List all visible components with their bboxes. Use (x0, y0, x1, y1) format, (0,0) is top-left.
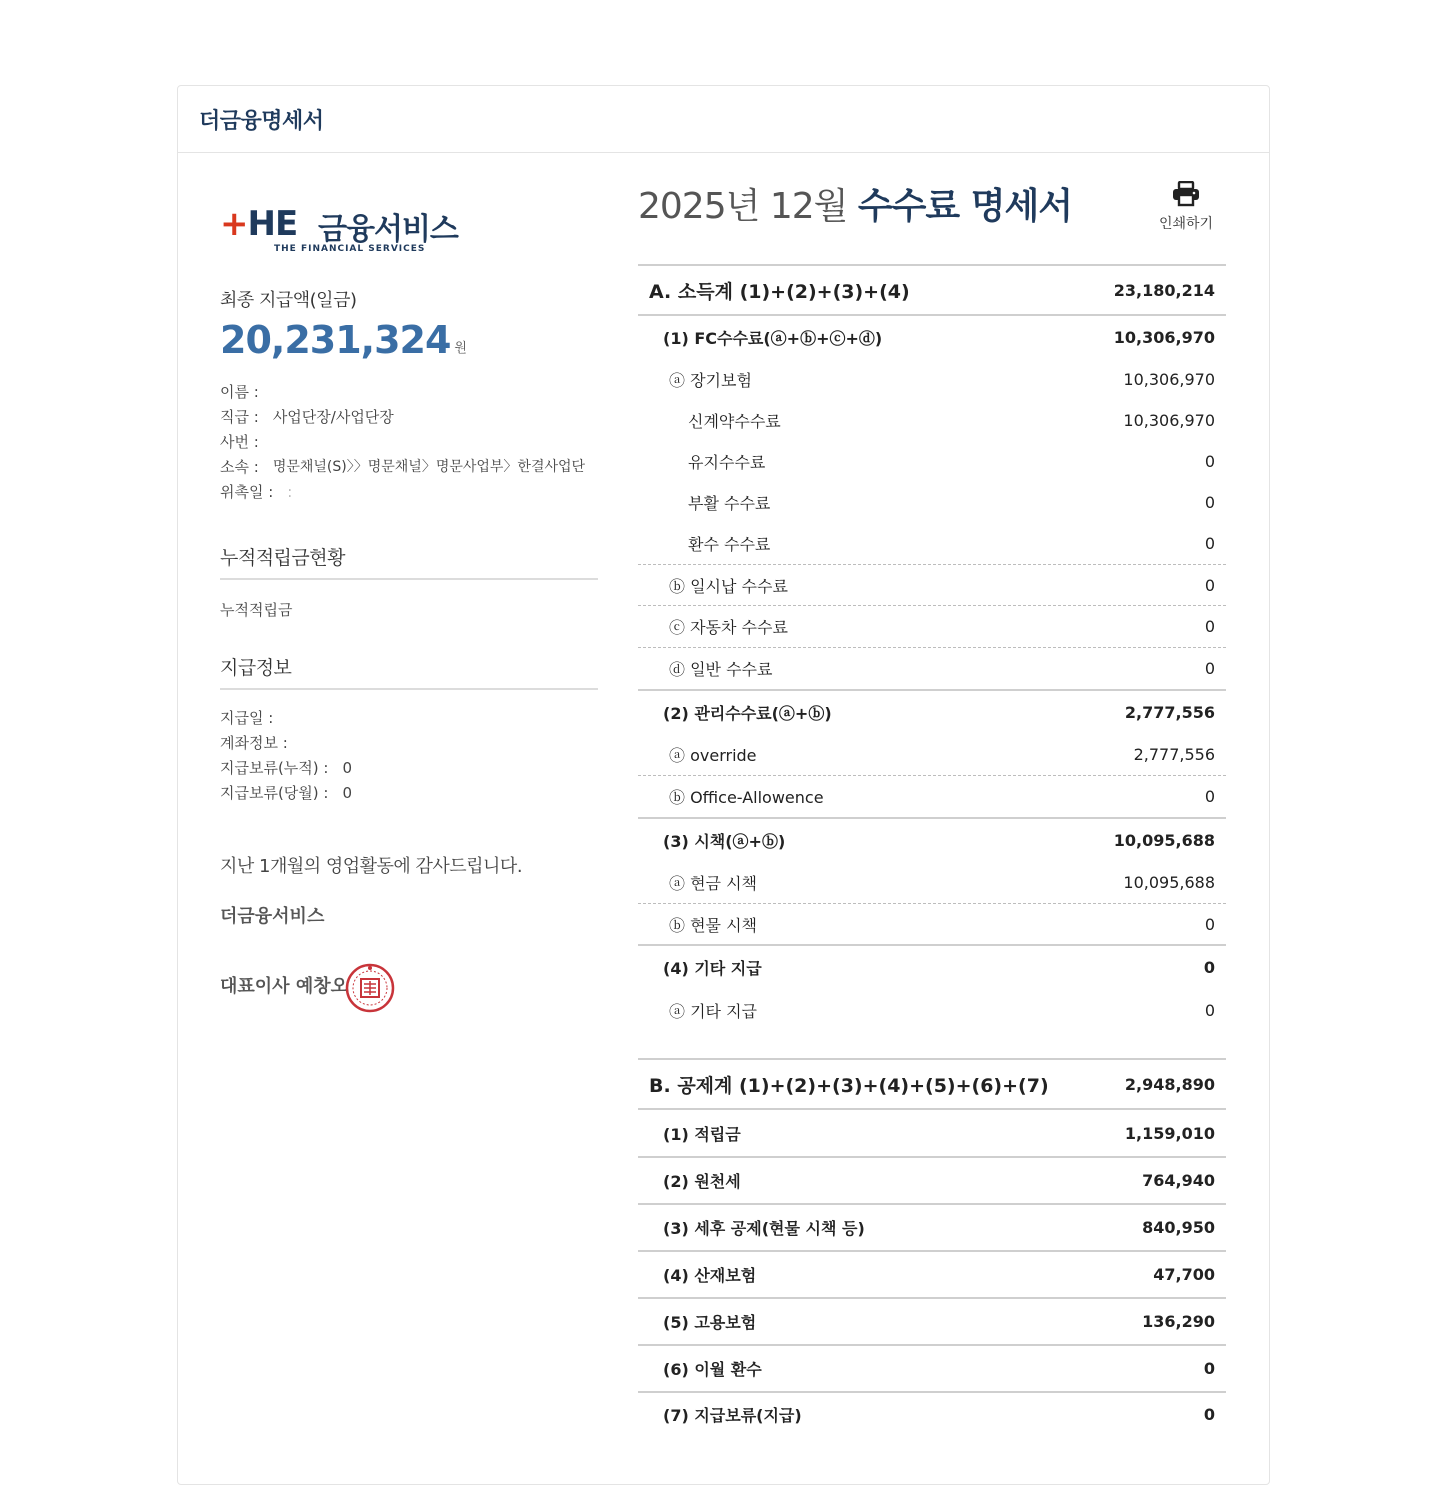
page-title: 더금융명세서 (199, 108, 324, 134)
company-logo (220, 204, 598, 264)
print-button[interactable] (1156, 181, 1216, 233)
final-amount-unit: 원 (454, 341, 467, 356)
statement-title (638, 181, 1226, 233)
printer-icon (1172, 181, 1200, 207)
table-row: ⓒ 자동차 수수료 0 (638, 605, 1226, 647)
payment-section (220, 706, 598, 806)
table-row: (4) 산재보험 47,700 (638, 1250, 1226, 1297)
table-row: (5) 고용보험 136,290 (638, 1297, 1226, 1344)
table-row: ⓐ override 2,777,556 (669, 744, 1215, 765)
table-row: ⓐ 장기보험 10,306,970 (669, 370, 1215, 390)
logo-korean-text: 금융서비스 (318, 212, 458, 247)
table-row: 환수 수수료 0 (688, 534, 1215, 554)
table-row: (7) 지급보류(지급) 0 (638, 1391, 1226, 1436)
person-info (220, 380, 598, 505)
ceo-name: 대표이사 예창오 (220, 976, 348, 997)
payment-hold-month-row: 지급보류(당월) : 0 (220, 784, 353, 802)
table-row: (4) 기타 지급 0 (638, 944, 1226, 988)
payment-section-title: 지급정보 (220, 653, 598, 690)
savings-section (220, 598, 598, 623)
print-label: 인쇄하기 (1158, 216, 1214, 232)
table-row: 부활 수수료 0 (688, 493, 1215, 513)
info-row-id: 사번 : (220, 433, 259, 451)
ceo-signature (220, 972, 598, 998)
info-row-date: 위촉일 : : (220, 483, 293, 501)
statement-name: 수수료 명세서 (857, 186, 1073, 227)
thanks-message: 지난 1개월의 영업활동에 감사드립니다. (220, 856, 523, 877)
logo-mark: +HE (220, 204, 298, 244)
table-row: 신계약수수료 10,306,970 (688, 411, 1215, 431)
company-seal-icon (344, 962, 396, 1014)
table-row: (2) 원천세 764,940 (638, 1156, 1226, 1203)
logo-english-text: THE FINANCIAL SERVICES (274, 244, 426, 254)
info-row-dept: 소속 : 명문채널(S)〉〉명문채널〉명문사업부〉한결사업단 (220, 458, 586, 476)
table-row: (3) 세후 공제(현물 시책 등) 840,950 (638, 1203, 1226, 1250)
table-row: (1) 적립금 1,159,010 (663, 1123, 1215, 1144)
savings-row: 누적적립금 (220, 601, 293, 619)
table-row: 유지수수료 0 (688, 452, 1215, 472)
income-total-row: A. 소득계 (1)+(2)+(3)+(4) 23,180,214 (638, 264, 1226, 316)
statement-period: 2025년 12월 (638, 186, 848, 227)
left-panel (220, 204, 598, 998)
statement-card (177, 85, 1270, 1485)
payment-date-row: 지급일 : (220, 709, 274, 727)
right-panel (638, 181, 1226, 1425)
payment-account-row: 계좌정보 : (220, 734, 288, 752)
card-header (178, 86, 1269, 153)
final-amount-label: 최종 지급액(일금) (220, 290, 357, 311)
info-row-rank: 직급 : 사업단장/사업단장 (220, 408, 394, 426)
table-row: ⓑ Office-Allowence 0 (638, 775, 1226, 817)
table-row: (2) 관리수수료(ⓐ+ⓑ) 2,777,556 (638, 689, 1226, 733)
statement-table (638, 264, 1226, 1436)
table-row: ⓑ 현물 시책 0 (638, 903, 1226, 944)
company-name: 더금융서비스 (220, 906, 325, 927)
table-row: ⓑ 일시납 수수료 0 (638, 564, 1226, 605)
deduction-total-row: B. 공제계 (1)+(2)+(3)+(4)+(5)+(6)+(7) 2,948,890 (638, 1058, 1226, 1110)
table-row: ⓐ 현금 시책 10,095,688 (669, 872, 1215, 893)
savings-section-title: 누적적립금현황 (220, 543, 598, 580)
info-row-name: 이름 : (220, 383, 259, 401)
table-row: ⓐ 기타 지급 0 (669, 1000, 1215, 1021)
final-amount-value: 20,231,324 (220, 318, 451, 362)
payment-hold-total-row: 지급보류(누적) : 0 (220, 759, 353, 777)
table-row: (1) FC수수료(ⓐ+ⓑ+ⓒ+ⓓ) 10,306,970 (663, 328, 1215, 348)
table-row: (3) 시책(ⓐ+ⓑ) 10,095,688 (638, 817, 1226, 861)
table-row: ⓓ 일반 수수료 0 (638, 647, 1226, 689)
final-amount (220, 318, 598, 362)
table-row: (6) 이월 환수 0 (638, 1344, 1226, 1391)
